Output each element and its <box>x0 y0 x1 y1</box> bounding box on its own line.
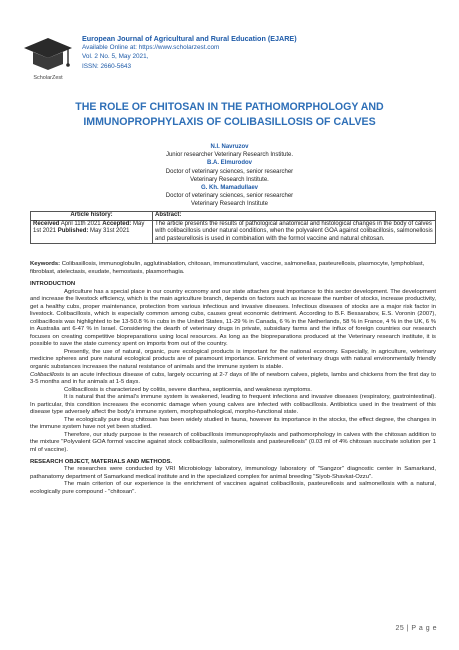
article-body <box>30 281 436 496</box>
paragraph <box>30 372 436 387</box>
journal-logo <box>22 34 74 82</box>
received-date: April 11th 2021 <box>60 221 101 227</box>
keywords-text: Colibasillosis, immunoglobulin, agglutinablation, chitosan, immunostimulant, vaccine, salmonellas, pasteurellosis, plasmocyte, lymphoblast, fibroblast, atelectasis, exudate, hemostasis, plasmorrhagia. <box>30 261 425 275</box>
received-label: Received <box>33 221 60 227</box>
paragraph: Therefore, our study purpose is the research of colibacillosis immunoprophylaxis and pathomorphology in calves with the chitosan addition to the mixture "Polyvalent GOA formol vaccine against stock colibacillosis, salmonellosis and pasteurellosis" (0.03 ml of 4% chitosan succinate solution per 1 ml of vaccine). <box>30 431 436 454</box>
paragraph: The main criterion of our experience is the enrichment of vaccines against colibacillosis, pasteurellosis and salmonellosis with a natural, ecologically pure compound - "chitosan". <box>30 481 436 495</box>
published-label: Published: <box>57 228 89 235</box>
abstract-text: The article presents the results of pathological anatomical and histological changes in the body of calves with colibacillosis under natural conditions, when the polyvalent GOA against colibacillosis, salmonellosis and pasteurellosis is used in combination with the formol vaccine and natural chitosan. <box>153 221 436 244</box>
author-affiliation: Doctor of veterinary sciences, senior researcher <box>165 168 294 175</box>
section-heading: RESEARCH OBJECT, MATERIALS AND METHODS. <box>30 458 173 465</box>
accepted-label: Accepted: <box>102 221 132 227</box>
accepted-date: May 1st 2021 <box>33 221 145 235</box>
available-online: Available Online at: https://www.scholarzest.com <box>82 44 220 52</box>
author-affiliation: Veterinary Research Institute <box>190 201 269 208</box>
author-affiliation: Doctor of veterinary sciences, senior researcher <box>165 193 294 200</box>
paragraph: The ecologically pure drug chitosan has been widely studied in fauna, however its importance in the stocks, the effect degree, the changes in the immune system have not yet been studied. <box>30 416 436 431</box>
author-name: N.I. Navruzov <box>210 144 249 150</box>
paragraph: Presently, the use of natural, organic, pure ecological products is important for the national economy. Especially, in agriculture, veterinary medicine spheres and pure natural ecological products are of paramount importance. Enrichment of veterinary drugs with natural environmentally friendly organic substances increases the natural resistance of animals and the immune system is stable. <box>30 348 436 371</box>
journal-info <box>82 34 297 71</box>
journal-title: European Journal of Agricultural and Rural Education (EJARE) <box>82 34 297 43</box>
author-name: B.A. Elmurodov <box>206 160 252 167</box>
journal-header <box>22 34 442 86</box>
paragraph: The researches were conducted by VRI Microbiology laboratory, immunology laboratory of "Sangzor" diagnostic center in Samarkand, pathanatomy department of Samarkand medical institute and in the specialized complex for animal breeding "Siyob-Shavkat-Ozzu". <box>30 466 436 480</box>
volume-info: Vol. 2 No. 5, May 2021, <box>82 53 149 61</box>
article-dates <box>31 221 153 244</box>
article-history-header: Article history: <box>31 212 153 221</box>
article-title: THE ROLE OF CHITOSAN IN THE PATHOMORPHOLOGY AND IMMUNOPROPHYLAXIS OF COLIBASILLOSIS OF CALVES <box>75 101 384 128</box>
article-info-table <box>30 211 436 244</box>
author-affiliation: Veterinary Research Institute. <box>190 176 269 183</box>
page-number: 25 | P a g e <box>395 625 437 632</box>
paragraph: Agriculture has a special place in our country economy and our state attaches great importance to this sector development. The development and increase the livestock efficiency, which is the main agriculture branch, depends on factors such as increase the number of stocks, increase productivity, get a healthy cubs, proper maintenance, protection from various infectious and invasive diseases. Infectious diseases of stocks are a major risk factor in livestock. Colibacillosis, which is especially common among cubs, causes great economic detriment. According to B.F. Bessarabov, E.S. Voronin (2007), colibacillosis was highlighted to be 13-50.8 % in cubs in the United States, 11-29 % in Canada, 6 % in the Netherlands, 58 % in France, 4 % in the UK, 6 % in Australia ant 6-47 % in Israel. Considering the dearth of veterinary drugs in private, subsidiary farms and the influx of foreign countries our research focuses on creating competitive biopreparations using local resources. As long as the biopreparations produced at the Veterinary research institute, it is possible to save the state currency spent on imports from out of the country. <box>30 288 436 348</box>
author-block <box>22 143 437 209</box>
author-affiliation: Junior researcher Veterinary Research Institute. <box>165 152 294 159</box>
paragraph: Colibacillosis is characterized by colitis, severe diarrhea, septicemia, and weakness symptoms. <box>64 386 312 393</box>
svg-text:ScholarZest: ScholarZest <box>33 75 63 81</box>
issn: ISSN: 2660-5643 <box>82 62 132 70</box>
keywords-label: Keywords: <box>30 261 61 267</box>
paragraph: It is natural that the animal's immune system is weakened, leading to frequent infections and invasive diseases (respiratory, gastrointestinal). In particular, this condition increases the economic damage when young calves are infected with colibacillosis. Antibiotics used in the treatment of this disease type adversely affect the body's immune system, morphopathological, morpho-functional state. <box>30 394 436 416</box>
section-heading: INTRODUCTION <box>30 281 76 287</box>
published-date: May 31st 2021 <box>90 228 130 235</box>
paragraph-text: is an acute infectious disease of cubs, largely occurring at 2-7 days of life of newborn calves, piglets, lambs and chickens from the first day to 3-5 months and in fur animals at 1-5 days. <box>30 371 436 386</box>
abstract-header: Abstract: <box>153 212 436 221</box>
keywords <box>30 261 436 276</box>
term-italic: Colibacillosis <box>30 371 65 378</box>
author-name: G. Kh. Mamadullaev <box>200 185 258 192</box>
